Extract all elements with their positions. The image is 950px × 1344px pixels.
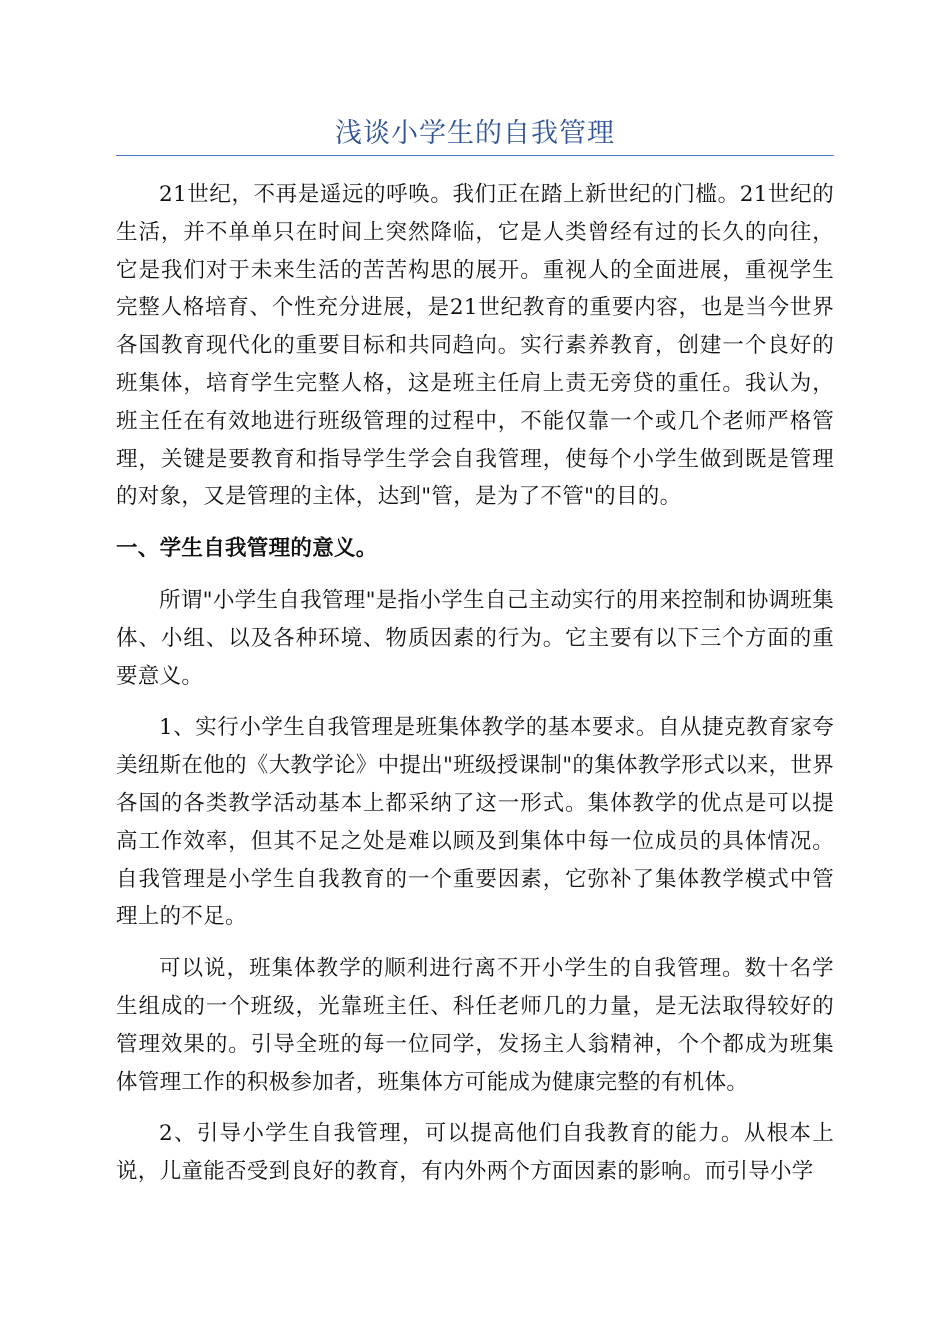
paragraph-point-1-continued: 可以说，班集体教学的顺利进行离不开小学生的自我管理。数十名学生组成的一个班级，光靠班主任、科任老师几的力量，是无法取得较好的管理效果的。引导全班的每一位同学，发扬主人翁精神，个个都成为班集体管理工作的积极参加者，班集体方可能成为健康完整的有机体。 xyxy=(116,956,834,1095)
document-body xyxy=(116,176,834,1205)
title-underline xyxy=(116,155,834,156)
paragraph-point-2: 2、引导小学生自我管理，可以提高他们自我教育的能力。从根本上说，儿童能否受到良好的教育，有内外两个方面因素的影响。而引导小学 xyxy=(116,1121,834,1185)
section-heading: 一、学生自我管理的意义。 xyxy=(116,536,378,562)
paragraph-definition: 所谓"小学生自我管理"是指小学生自己主动实行的用来控制和协调班集体、小组、以及各种环境、物质因素的行为。它主要有以下三个方面的重要意义。 xyxy=(116,587,834,689)
paragraph-intro: 21世纪，不再是遥远的呼唤。我们正在踏上新世纪的门槛。21世纪的生活，并不单单只在时间上突然降临，它是人类曾经有过的长久的向往，它是我们对于未来生活的苦苦构思的展开。重视人的全面进展，重视学生完整人格培育、个性充分进展，是21世纪教育的重要内容，也是当今世界各国教育现代化的重要目标和共同趋向。实行素养教育，创建一个良好的班集体，培育学生完整人格，这是班主任肩上责无旁贷的重任。我认为，班主任在有效地进行班级管理的过程中，不能仅靠一个或几个老师严格管理，关键是要教育和指导学生学会自我管理，使每个小学生做到既是管理的对象，又是管理的主体，达到"管，是为了不管"的目的。 xyxy=(116,182,834,510)
paragraph-point-1: 1、实行小学生自我管理是班集体教学的基本要求。自从捷克教育家夸美纽斯在他的《大教学论》中提出"班级授课制"的集体教学形式以来，世界各国的各类教学活动基本上都采纳了这一形式。集体教学的优点是可以提高工作效率，但其不足之处是难以顾及到集体中每一位成员的具体情况。自我管理是小学生自我教育的一个重要因素，它弥补了集体教学模式中管理上的不足。 xyxy=(116,715,834,930)
document-title: 浅谈小学生的自我管理 xyxy=(335,118,615,149)
